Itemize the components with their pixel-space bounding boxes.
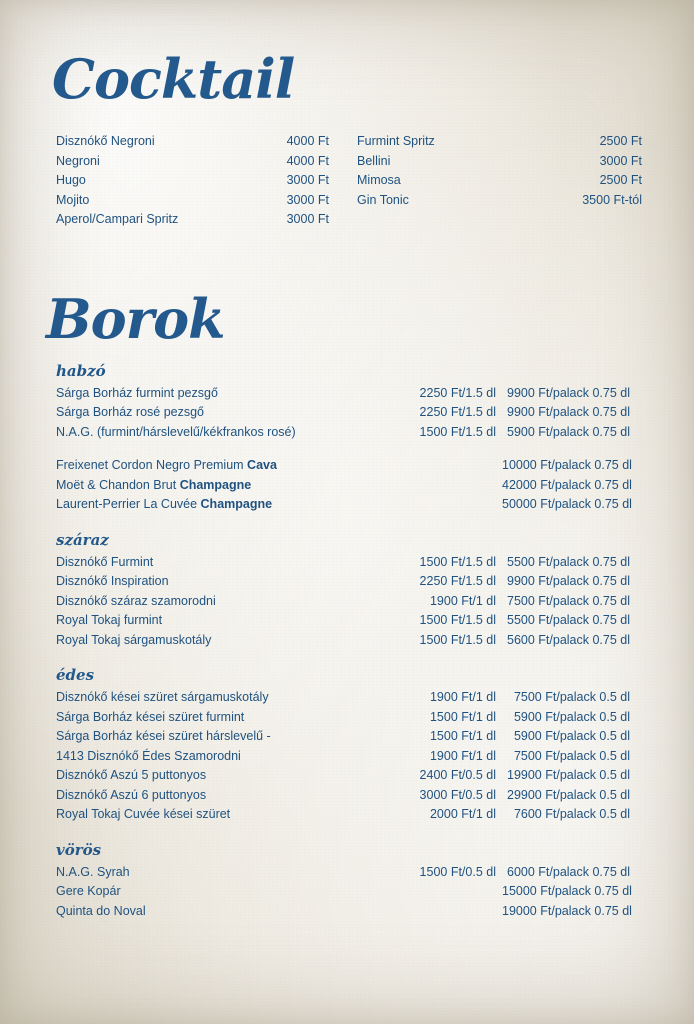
cocktail-row (357, 132, 642, 152)
cocktail-row (56, 152, 329, 172)
wine-bottle-price: 42000 Ft/palack 0.75 dl (502, 477, 632, 492)
wine-name (56, 708, 366, 728)
wine-name-text: Sárga Borház furmint pezsgő (56, 385, 218, 400)
wine-name-text: Royal Tokaj furmint (56, 613, 163, 627)
wine-name-text: Disznókő Aszú 5 puttonyos (56, 768, 207, 782)
wine-name-text: Laurent-Perrier La Cuvée (56, 497, 201, 511)
wine-bottle-price: 5900 Ft/palack 0.5 dl (513, 709, 630, 724)
wine-row (56, 708, 648, 728)
cocktail-price: 2500 Ft (599, 134, 642, 148)
wine-row (56, 727, 648, 747)
wine-section-heading: habzó (56, 361, 106, 380)
wine-name (56, 902, 366, 922)
wine-group (46, 863, 648, 922)
wine-row (56, 902, 648, 922)
wine-bottle-price: 5500 Ft/palack 0.75 dl (507, 613, 630, 627)
cocktail-column-right (347, 132, 648, 230)
wine-row (56, 572, 648, 592)
wine-name (56, 553, 366, 573)
wine-section (46, 531, 648, 651)
wine-name (56, 863, 366, 883)
wine-name-text: Sárga Borház rosé pezsgő (56, 405, 205, 419)
wine-group (46, 384, 648, 443)
cocktail-price: 2500 Ft (599, 173, 642, 187)
wine-glass-price: 1900 Ft/1 dl (429, 593, 496, 608)
wine-group (46, 456, 648, 515)
wine-row (56, 592, 648, 612)
wine-name-text: Disznókő kései szüret sárgamuskotály (56, 690, 269, 704)
wine-glass-price: 3000 Ft/0.5 dl (419, 787, 496, 802)
wine-glass-price: 2400 Ft/0.5 dl (419, 768, 496, 782)
wine-bottle-price: 5900 Ft/palack 0.75 dl (507, 424, 630, 439)
cocktail-price: 3000 Ft (286, 192, 329, 207)
wine-bottle-price: 10000 Ft/palack 0.75 dl (502, 458, 632, 472)
cocktail-column-left (46, 132, 347, 230)
wine-name-text: Royal Tokaj Cuvée kései szüret (56, 807, 231, 821)
wine-glass-price: 1500 Ft/1.5 dl (419, 613, 496, 627)
wine-bottle-price: 5900 Ft/palack 0.5 dl (513, 729, 630, 743)
wine-name-emphasis: Cava (247, 458, 277, 472)
wine-row (56, 786, 648, 806)
cocktail-row (56, 132, 329, 152)
wine-name-text: Disznókő száraz szamorodni (56, 593, 216, 608)
wine-section-heading: száraz (56, 530, 109, 549)
wine-section (46, 666, 648, 825)
wine-bottle-price: 5600 Ft/palack 0.75 dl (507, 632, 630, 647)
wine-bottle-price: 7500 Ft/palack 0.75 dl (507, 593, 630, 608)
wine-name (56, 747, 366, 767)
wine-group (46, 688, 648, 825)
cocktail-name: Furmint Spritz (357, 134, 435, 148)
wine-glass-price: 2250 Ft/1.5 dl (419, 405, 496, 419)
wine-group (46, 553, 648, 651)
wine-row (56, 611, 648, 631)
wine-glass-price: 2000 Ft/1 dl (429, 807, 496, 821)
wine-bottle-price: 29900 Ft/palack 0.5 dl (507, 787, 630, 802)
wine-glass-price: 1900 Ft/1 dl (429, 690, 496, 704)
wine-name (56, 423, 366, 443)
cocktail-name: Bellini (357, 153, 391, 168)
wine-row (56, 403, 648, 423)
wine-row (56, 805, 648, 825)
cocktail-price: 3000 Ft (599, 153, 642, 168)
wine-name-text: N.A.G. Syrah (56, 864, 130, 879)
cocktail-row (357, 171, 642, 191)
wine-section-heading: vörös (56, 840, 102, 859)
wine-name-emphasis: Champagne (179, 477, 252, 492)
wine-name (56, 403, 366, 423)
wine-name (56, 384, 366, 404)
wine-row (56, 495, 648, 515)
wine-name-text: Sárga Borház kései szüret hárslevelű - (56, 729, 271, 743)
cocktail-price: 3500 Ft-tól (582, 192, 642, 207)
cocktail-row (56, 191, 329, 211)
wine-glass-price: 2250 Ft/1.5 dl (419, 385, 496, 400)
wine-name (56, 786, 366, 806)
wine-name (56, 882, 366, 902)
wine-name-emphasis: Champagne (200, 497, 273, 511)
wine-row (56, 553, 648, 573)
wine-bottle-price: 5500 Ft/palack 0.75 dl (507, 554, 630, 569)
wine-bottle-price: 9900 Ft/palack 0.75 dl (507, 574, 630, 588)
wine-row (56, 688, 648, 708)
wine-row (56, 747, 648, 767)
wine-glass-price: 1500 Ft/1 dl (429, 729, 496, 743)
wine-name-text: Disznókő Furmint (56, 554, 154, 569)
wine-row (56, 766, 648, 786)
wine-bottle-price: 19900 Ft/palack 0.5 dl (507, 768, 630, 782)
wine-row (56, 384, 648, 404)
wine-row (56, 476, 648, 496)
wine-section-heading: édes (56, 666, 95, 684)
wine-bottle-price: 50000 Ft/palack 0.75 dl (502, 497, 632, 511)
cocktail-name: Aperol/Campari Spritz (56, 212, 179, 226)
cocktail-list (46, 132, 648, 230)
wine-bottle-price: 15000 Ft/palack 0.75 dl (502, 884, 632, 898)
wine-bottle-price: 7600 Ft/palack 0.5 dl (513, 807, 630, 821)
wine-name (56, 592, 366, 612)
wine-name (56, 476, 366, 496)
wine-bottle-price: 7500 Ft/palack 0.5 dl (513, 748, 630, 763)
wine-glass-price: 1500 Ft/1.5 dl (419, 554, 496, 569)
wine-bottle-price: 9900 Ft/palack 0.75 dl (507, 405, 630, 419)
wine-glass-price: 1500 Ft/1.5 dl (419, 632, 496, 647)
cocktail-name: Hugo (56, 173, 86, 187)
cocktail-name: Mojito (56, 192, 90, 207)
wine-name-text: Moët & Chandon Brut (56, 477, 180, 492)
cocktail-row (56, 210, 329, 230)
wine-group-spacer (46, 442, 648, 456)
wine-name-text: Disznókő Aszú 6 puttonyos (56, 787, 207, 802)
wine-row (56, 423, 648, 443)
cocktail-name: Gin Tonic (357, 192, 409, 207)
wine-name-text: Disznókő Inspiration (56, 574, 169, 588)
cocktail-name: Mimosa (357, 173, 401, 187)
wine-bottle-price: 19000 Ft/palack 0.75 dl (502, 903, 632, 918)
wine-glass-price: 1500 Ft/1 dl (429, 709, 496, 724)
wine-glass-price: 1500 Ft/0.5 dl (419, 864, 496, 879)
cocktail-name: Negroni (56, 153, 100, 168)
cocktail-price: 4000 Ft (286, 134, 329, 148)
wine-list (46, 362, 648, 922)
wine-glass-price: 2250 Ft/1.5 dl (419, 574, 496, 588)
wine-glass-price: 1900 Ft/1 dl (429, 748, 496, 763)
wine-row (56, 456, 648, 476)
cocktail-price: 4000 Ft (286, 153, 329, 168)
wine-name (56, 766, 366, 786)
wine-bottle-price: 6000 Ft/palack 0.75 dl (507, 864, 630, 879)
wine-name (56, 688, 366, 708)
wine-name-text: Royal Tokaj sárgamuskotály (56, 632, 212, 647)
wine-bottle-price: 7500 Ft/palack 0.5 dl (513, 690, 630, 704)
wine-name (56, 805, 366, 825)
wine-name (56, 572, 366, 592)
cocktail-name: Disznókő Negroni (56, 134, 155, 148)
wine-section (46, 841, 648, 922)
wine-name-text: Gere Kopár (56, 884, 121, 898)
wine-row (56, 882, 648, 902)
wine-name-text: Quinta do Noval (56, 903, 146, 918)
wine-name-text: N.A.G. (furmint/hárslevelű/kékfrankos rosé) (56, 424, 296, 439)
wine-name (56, 611, 366, 631)
wine-name-text: Freixenet Cordon Negro Premium (56, 458, 248, 472)
wine-name-text: 1413 Disznókő Édes Szamorodni (56, 748, 241, 763)
cocktail-row (357, 152, 642, 172)
wine-name (56, 727, 366, 747)
cocktail-price: 3000 Ft (286, 212, 329, 226)
wine-row (56, 631, 648, 651)
cocktail-row (56, 171, 329, 191)
wine-glass-price: 1500 Ft/1.5 dl (419, 424, 496, 439)
wine-name (56, 495, 366, 515)
wine-name (56, 456, 366, 476)
wine-name-text: Sárga Borház kései szüret furmint (56, 709, 245, 724)
cocktail-row (357, 191, 642, 211)
wine-bottle-price: 9900 Ft/palack 0.75 dl (507, 385, 630, 400)
cocktail-section-title: Cocktail (52, 47, 295, 111)
cocktail-price: 3000 Ft (286, 173, 329, 187)
wine-name (56, 631, 366, 651)
wine-section-title: Borok (46, 286, 225, 351)
wine-row (56, 863, 648, 883)
wine-section (46, 362, 648, 515)
